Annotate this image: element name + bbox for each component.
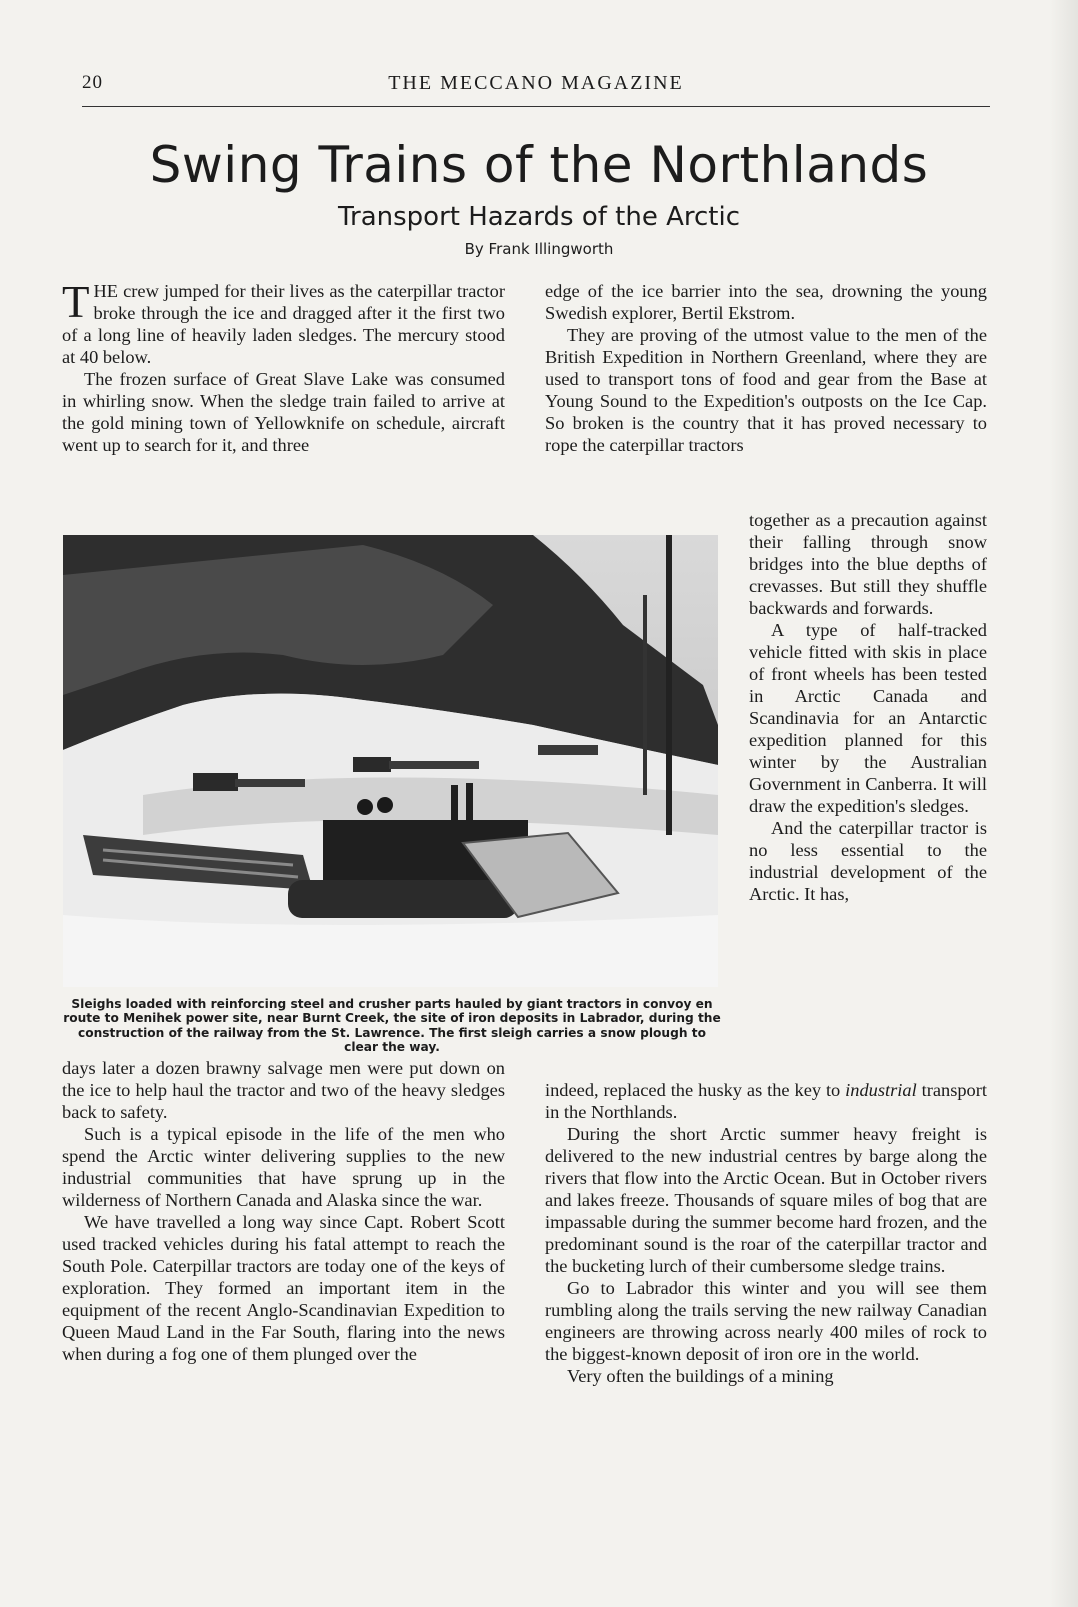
- paragraph: A type of half-tracked vehicle fitted with skis in place of front wheels has been tested in Arctic Canada and Scandinavia for an Antarctic expedition planned for this winter by the Australian Government in Canberra. It will draw the expedition's sledges.: [749, 620, 987, 816]
- paragraph: We have travelled a long way since Capt. Robert Scott used tracked vehicles during his fatal attempt to reach the South Pole. Caterpillar tractors are today one of the keys of exploration. They formed an important item in the equipment of the recent Anglo-Scandinavian Expedition to Queen Maud Land in the Far South, flaring into the news when during a fog one of them plunged over the: [62, 1212, 505, 1364]
- paragraph-text: transport in the Northlands.: [545, 1080, 987, 1122]
- article-byline: By Frank Illingworth: [464, 240, 614, 258]
- paragraph: together as a precaution against their falling through snow bridges into the blue depths of crevasses. But still they shuffle backwards and forwards.: [749, 510, 987, 618]
- column-right-bottom: [545, 1079, 987, 1387]
- article-subtitle: Transport Hazards of the Arctic: [337, 202, 741, 232]
- drop-cap: T: [62, 277, 90, 327]
- paragraph-text: indeed, replaced the husky as the key to: [545, 1080, 846, 1100]
- paragraph: Such is a typical episode in the life of the men who spend the Arctic winter delivering supplies to the new industrial communities that have sprung up in the wilderness of Northern Canada and Alaska since the war.: [62, 1124, 505, 1210]
- article-title: Swing Trains of the Northlands: [149, 136, 929, 194]
- column-right-top: [545, 280, 987, 456]
- paragraph: And the caterpillar tractor is no less essential to the industrial development of the Arctic. It has,: [749, 818, 987, 904]
- magazine-title: THE MECCANO MAGAZINE: [388, 72, 684, 94]
- paragraph-text: HE crew jumped for their lives as the caterpillar tractor broke through the ice and dragged after it the first two of a long line of heavily laden sledges. The mercury stood at 40 below.: [62, 281, 505, 367]
- italic-word: industrial: [845, 1080, 917, 1100]
- paragraph: During the short Arctic summer heavy freight is delivered to the new industrial centres by barge along the rivers that flow into the Arctic Ocean. But in October rivers and lakes freeze. Thousands of square miles of bog that are impassable during the summer become hard frozen, and the predominant sound is the roar of the caterpillar tractor and the bucketing lurch of their cumbersome sledge trains.: [545, 1124, 987, 1276]
- paragraph: The frozen surface of Great Slave Lake was consumed in whirling snow. When the sledge train failed to arrive at the gold mining town of Yellowknife on schedule, aircraft went up to search for it, and three: [62, 369, 505, 455]
- paragraph: Very often the buildings of a mining: [567, 1366, 834, 1386]
- column-left-bottom: [62, 1057, 505, 1365]
- side-column: [749, 509, 987, 905]
- page-number: 20: [82, 72, 103, 93]
- paragraph: [545, 1079, 987, 1123]
- header-rule: [82, 106, 990, 107]
- photo-caption: Sleighs loaded with reinforcing steel and crusher parts hauled by giant tractors in convoy en route to Menihek power site, near Burnt Creek, the site of iron deposits in Labrador, during the construction of the railway from the St. Lawrence. The first sleigh carries a snow plough to clear the way.: [63, 997, 721, 1054]
- column-left-top: [62, 277, 505, 456]
- paragraph: They are proving of the utmost value to the men of the British Expedition in Northern Greenland, where they are used to transport tons of food and gear from the Base at Young Sound to the Expedition's outposts on the Ice Cap. So broken is the country that it has proved necessary to rope the caterpillar tractors: [545, 325, 987, 455]
- paragraph: Go to Labrador this winter and you will see them rumbling along the trails serving the new railway Canadian engineers are throwing across nearly 400 miles of rock to the biggest-known deposit of iron ore in the world.: [545, 1278, 987, 1364]
- paragraph: days later a dozen brawny salvage men were put down on the ice to help haul the tractor and two of the heavy sledges back to safety.: [62, 1058, 505, 1122]
- convoy-photograph: [63, 535, 718, 987]
- running-header: [82, 72, 990, 98]
- opening-paragraph: [62, 277, 505, 368]
- paragraph: edge of the ice barrier into the sea, drowning the young Swedish explorer, Bertil Ekstrom.: [545, 281, 987, 323]
